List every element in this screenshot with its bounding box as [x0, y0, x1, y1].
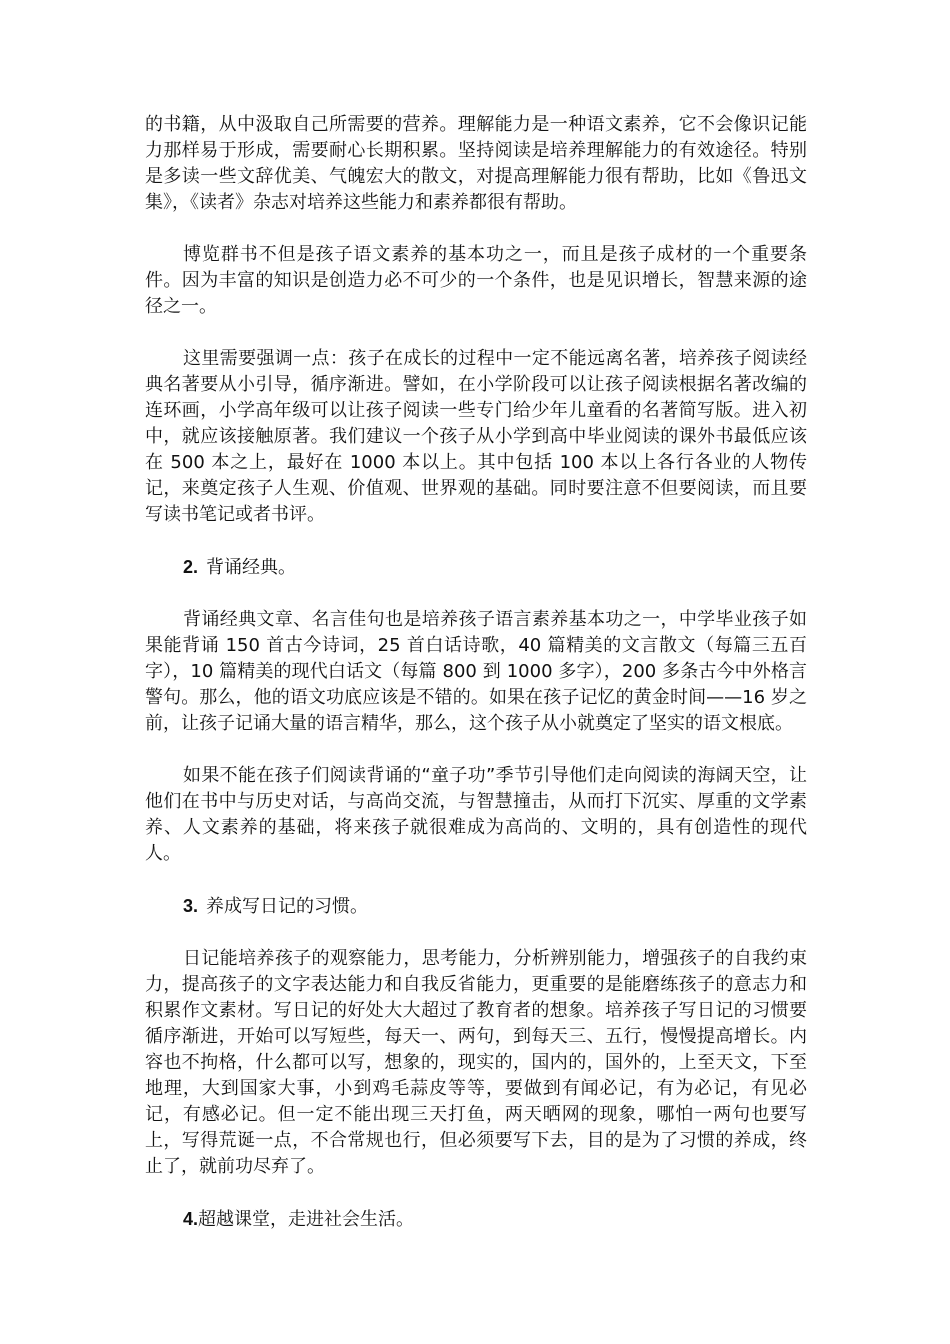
section-title: 超越课堂，走进社会生活。	[198, 1209, 415, 1230]
section-heading-recite-classics	[145, 554, 807, 581]
section-heading-social-life	[145, 1206, 807, 1233]
paragraph-diary-habit: 日记能培养孩子的观察能力，思考能力，分析辨别能力，增强孩子的自我约束力，提高孩子的文字表达能力和自我反省能力，更重要的是能磨练孩子的意志力和积累作文素材。写日记的好处大大超过了教育者的想象。培养孩子写日记的习惯要循序渐进，开始可以写短些，每天一、两句，到每天三、五行，慢慢提高增长。内容也不拘格，什么都可以写，想象的，现实的，国内的，国外的，上至天文，下至地理，大到国家大事，小到鸡毛蒜皮等等，要做到有闻必记，有为必记，有见必记，有感必记。但一定不能出现三天打鱼，两天晒网的现象，哪怕一两句也要写上，写得荒诞一点，不合常规也行，但必须要写下去，目的是为了习惯的养成，终止了，就前功尽弃了。	[145, 948, 807, 1177]
section-heading-diary-habit	[145, 893, 807, 920]
section-title: 养成写日记的习惯。	[206, 896, 369, 917]
section-number: 4.	[183, 1209, 199, 1229]
paragraph-continued: 的书籍，从中汲取自己所需要的营养。理解能力是一种语文素养，它不会像识记能力那样易于形成，需要耐心长期积累。坚持阅读是培养理解能力的有效途径。特别是多读一些文辞优美、气魄宏大的散文，对提高理解能力很有帮助，比如《鲁迅文集》，《读者》杂志对培养这些能力和素养都很有帮助。	[145, 114, 807, 213]
paragraph-recite-classics: 背诵经典文章、名言佳句也是培养孩子语言素养基本功之一，中学毕业孩子如果能背诵 150 首古今诗词，25 首白话诗歌，40 篇精美的文言散文（每篇三五百字），10 篇精美的现代白话文（每篇 800 到 1000 多字），200 多条古今中外格言警句。那么，他的语文功底应该是不错的。如果在孩子记忆的黄金时间——16 岁之前，让孩子记诵大量的语言精华，那么，这个孩子从小就奠定了坚实的语文根底。	[145, 609, 807, 734]
paragraph-childhood-reading: 如果不能在孩子们阅读背诵的“童子功”季节引导他们走向阅读的海阔天空，让他们在书中与历史对话，与高尚交流，与智慧撞击，从而打下沉实、厚重的文学素养、人文素养的基础，将来孩子就很难成为高尚的、文明的，具有创造性的现代人。	[145, 765, 807, 864]
section-title: 背诵经典。	[206, 557, 297, 578]
section-number: 2.	[183, 557, 199, 577]
paragraph-classics-emphasis: 这里需要强调一点：孩子在成长的过程中一定不能远离名著，培养孩子阅读经典名著要从小引导，循序渐进。譬如，在小学阶段可以让孩子阅读根据名著改编的连环画，小学高年级可以让孩子阅读一些专门给少年儿童看的名著简写版。进入初中，就应该接触原著。我们建议一个孩子从小学到高中毕业阅读的课外书最低应该在 500 本之上，最好在 1000 本以上。其中包括 100 本以上各行各业的人物传记，来奠定孩子人生观、价值观、世界观的基础。同时要注意不但要阅读，而且要写读书笔记或者书评。	[145, 348, 807, 525]
section-number: 3.	[183, 896, 199, 916]
document-body	[145, 112, 807, 1259]
paragraph-reading-broadly: 博览群书不但是孩子语文素养的基本功之一，而且是孩子成材的一个重要条件。因为丰富的知识是创造力必不可少的一个条件，也是见识增长，智慧来源的途径之一。	[145, 244, 807, 317]
